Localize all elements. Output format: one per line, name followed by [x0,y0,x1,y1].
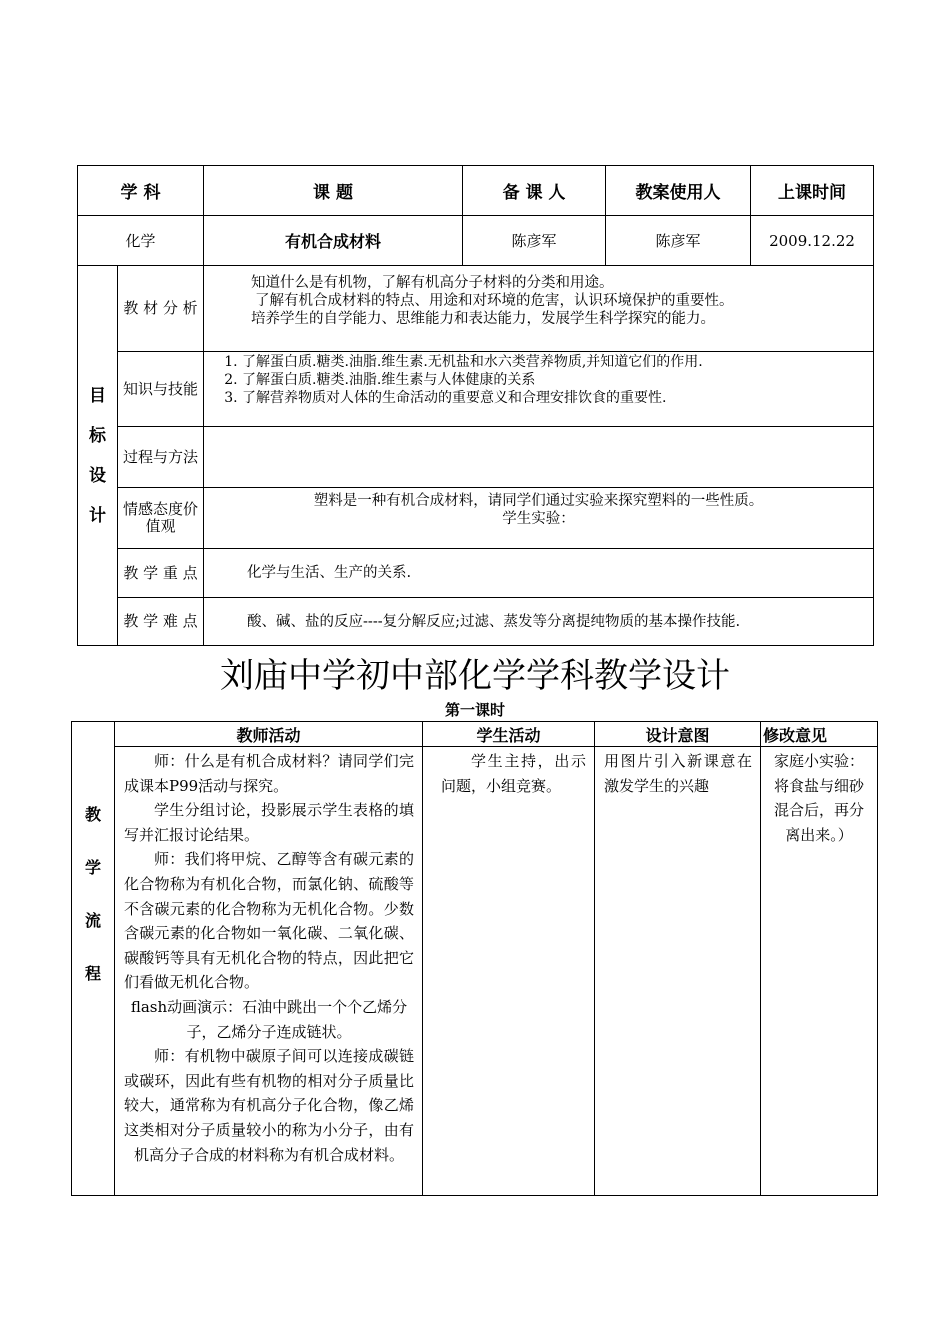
teacher-paragraph: 师：我们将甲烷、乙醇等含有碳元素的化合物称为有机化合物，而氯化钠、硫酸等不含碳元素的化合物称为无机化合物。少数含碳元素的化合物如一氧化碳、二氧化碳、碳酸钙等具有无机化合物的特点，因此把它们看做无机化合物。 [124,850,414,992]
flow-label-char: 学 [84,858,101,877]
knowledge-item: 3. 了解营养物质对人体的生命活动的重要意义和合理安排饮食的重要性. [242,389,873,407]
flow-content-row [72,747,878,1196]
key-point-label: 教 学 重 点 [118,549,204,598]
flow-label-char: 流 [84,911,101,930]
attitude-line: 学生实验： [502,511,575,527]
goal-label-char: 设 [89,465,106,486]
knowledge-item: 2. 了解蛋白质.糖类.油脂.维生素与人体健康的关系 [242,371,873,389]
user-value: 陈彦军 [606,216,751,266]
teacher-paragraph: 学生分组讨论，投影展示学生表格的填写并汇报讨论结果。 [124,801,414,844]
document-title: 刘庙中学初中部化学学科教学设计 [220,656,730,696]
teacher-activity-cell [115,747,423,1196]
lesson-info-table [77,165,874,646]
header-teacher-activity: 教师活动 [115,722,423,747]
goal-label-char: 计 [89,505,106,526]
process-label: 过程与方法 [118,427,204,488]
attitude-content [204,488,874,549]
date-value: 2009.12.22 [751,216,874,266]
flow-label-char: 教 [84,805,101,824]
key-point-row [78,549,874,598]
flow-side-label [72,722,115,1196]
teaching-flow-table [71,721,878,1196]
material-row [78,266,874,352]
header-time: 上课时间 [751,166,874,216]
header-subject: 学 科 [78,166,204,216]
flow-header-row [72,722,878,747]
material-content [204,266,874,352]
student-activity-text: 学生主持，出示问题，小组竞赛。 [441,752,586,795]
process-row [78,427,874,488]
difficulty-row [78,598,874,646]
header-revision: 修改意见 [761,722,878,747]
design-intent-cell [595,747,761,1196]
knowledge-label: 知识与技能 [118,352,204,427]
attitude-label: 情感态度价值观 [118,488,204,549]
material-label: 教 材 分 析 [118,266,204,352]
lesson-title: 第一课时 [444,701,505,719]
material-line: 知道什么是有机物，了解有机高分子材料的分类和用途。 [251,275,614,291]
process-content [204,427,874,488]
header-topic: 课 题 [204,166,463,216]
material-line: 培养学生的自学能力、思维能力和表达能力，发展学生科学探究的能力。 [251,311,716,327]
material-line: 了解有机合成材料的特点、用途和对环境的危害，认识环境保护的重要性。 [255,293,734,309]
goal-side-label [78,266,118,646]
goal-label-char: 标 [89,425,106,446]
student-activity-cell [423,747,595,1196]
topic-value: 有机合成材料 [204,216,463,266]
key-point-content: 化学与生活、生产的关系. [204,549,874,598]
revision-cell [761,747,878,1196]
header-design-intent: 设计意图 [595,722,761,747]
difficulty-content: 酸、碱、盐的反应----复分解反应;过滤、蒸发等分离提纯物质的基本操作技能. [204,598,874,646]
attitude-line: 塑料是一种有机合成材料，请同学们通过实验来探究塑料的一些性质。 [313,493,764,509]
difficulty-label: 教 学 难 点 [118,598,204,646]
knowledge-item: 1. 了解蛋白质.糖类.油脂.维生素.无机盐和水六类营养物质,并知道它们的作用. [242,353,873,371]
header-user: 教案使用人 [606,166,751,216]
teacher-paragraph: 师：什么是有机合成材料？请同学们完成课本P99活动与探究。 [124,752,414,795]
teacher-paragraph: flash动画演示：石油中跳出一个个乙烯分子，乙烯分子连成链状。 [130,997,408,1041]
revision-text: 家庭小实验：将食盐与细砂混合后，再分离出来。） [773,752,864,844]
values-row [78,216,874,266]
header-preparer: 备 课 人 [463,166,606,216]
design-intent-text: 用图片引入新课意在激发学生的兴趣 [604,752,752,795]
knowledge-content [204,352,874,427]
header-student-activity: 学生活动 [423,722,595,747]
knowledge-list [216,353,873,407]
flow-label-char: 程 [84,964,101,983]
knowledge-row [78,352,874,427]
goal-label-char: 目 [89,385,106,406]
header-row [78,166,874,216]
subject-value: 化学 [78,216,204,266]
attitude-row [78,488,874,549]
preparer-value: 陈彦军 [463,216,606,266]
teacher-paragraph: 师：有机物中碳原子间可以连接成碳链或碳环，因此有些有机物的相对分子质量比较大，通常称为有机高分子化合物，像乙烯这类相对分子质量较小的称为小分子，由有机高分子合成的材料称为有机合成材料。 [124,1047,414,1164]
